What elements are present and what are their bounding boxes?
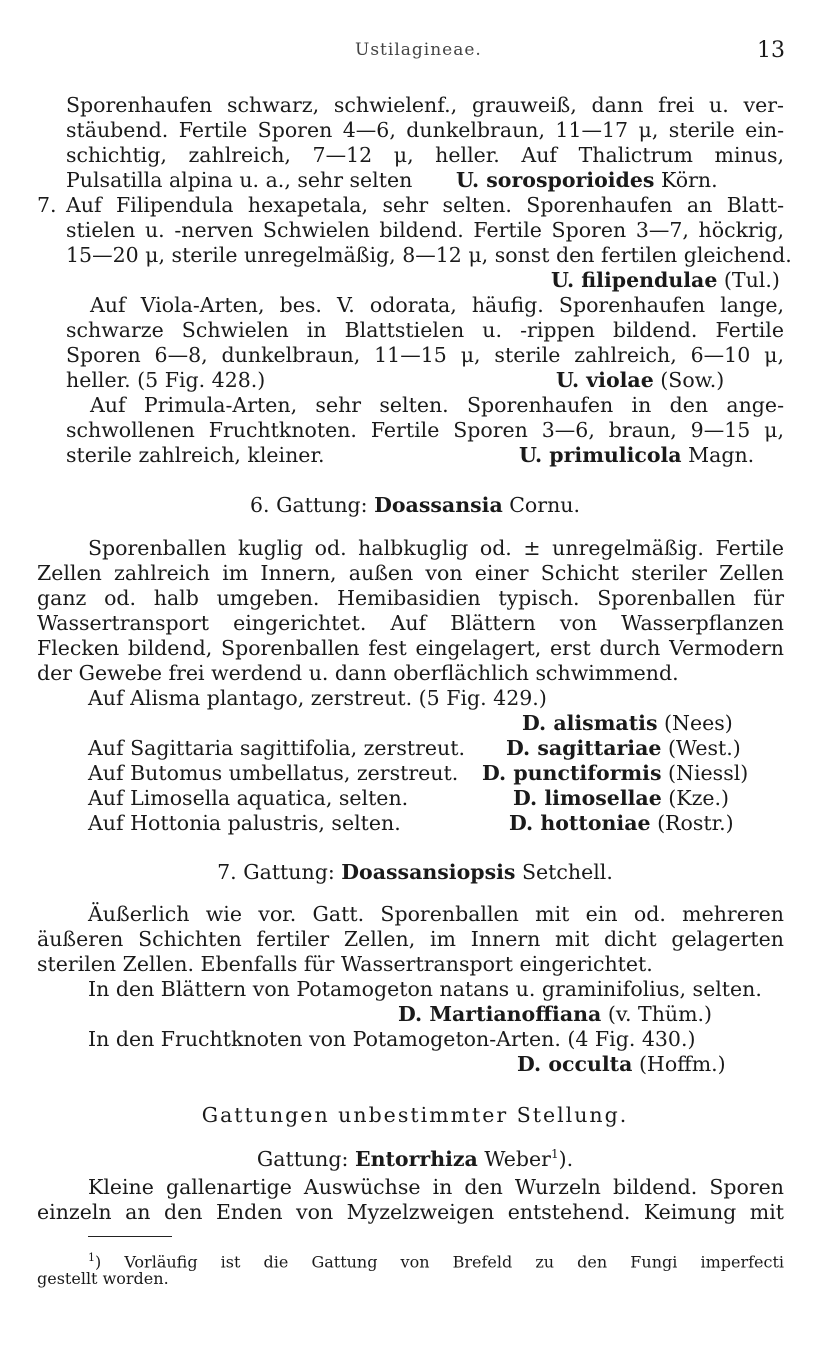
genus-heading — [0, 860, 830, 884]
text-line: stielen u. -nerven Schwielen bildend. Fertile Sporen 3—7, höckrig, — [66, 218, 784, 242]
text-line: schwollenen Fruchtknoten. Fertile Sporen 3—6, braun, 9—15 μ, — [66, 418, 784, 442]
species-author: (West.) — [667, 736, 741, 760]
text-line: 15—20 μ, sterile unregelmäßig, 8—12 μ, sonst den fertilen gleichend. — [66, 243, 792, 267]
species-name: D. alismatis — [522, 711, 658, 735]
genus-heading-end: ). — [558, 1146, 574, 1171]
text-line: Pulsatilla alpina u. a., sehr selten — [66, 168, 413, 192]
species-author: Körn. — [661, 168, 718, 192]
species-author: (Niessl) — [668, 761, 749, 785]
species-line — [517, 1052, 726, 1076]
footnote-rule — [88, 1236, 172, 1237]
species-name: D. hottoniae — [509, 811, 651, 835]
genus-author: Weber — [477, 1146, 551, 1171]
species-line — [551, 268, 780, 292]
species-line — [482, 761, 748, 785]
text-line: Auf Butomus umbellatus, zerstreut. — [88, 761, 459, 785]
text-line: sterile zahlreich, kleiner. — [66, 443, 325, 467]
text-line: Auf Sagittaria sagittifolia, zerstreut. — [88, 736, 465, 760]
species-line — [513, 786, 729, 810]
species-name: U. primulicola — [519, 443, 682, 467]
page-number: 13 — [757, 38, 785, 63]
text-line: schichtig, zahlreich, 7—12 μ, heller. Auf Thalictrum minus, — [66, 143, 784, 167]
species-name: D. limosellae — [513, 786, 662, 810]
text-line: sterilen Zellen. Ebenfalls für Wassertransport eingerichtet. — [37, 952, 653, 976]
genus-prefix: 7. Gattung: — [217, 860, 342, 884]
species-line — [556, 368, 724, 392]
text-line: Äußerlich wie vor. Gatt. Sporenballen mit ein od. mehreren — [88, 902, 784, 926]
text-line: Sporenballen kuglig od. halbkuglig od. ± unregelmäßig. Fertile — [88, 536, 784, 560]
species-name: U. filipendulae — [551, 268, 718, 292]
text-line: ganz od. halb umgeben. Hemibasidien typisch. Sporenballen für — [37, 586, 784, 610]
text-line: Auf Filipendula hexapetala, sehr selten. Sporenhaufen an Blatt- — [66, 193, 784, 217]
species-name: U. violae — [556, 368, 654, 392]
text-line: heller. (5 Fig. 428.) — [66, 368, 266, 392]
species-author: (Sow.) — [660, 368, 725, 392]
genus-prefix: Gattung: — [256, 1146, 355, 1171]
species-line — [456, 168, 718, 192]
genus-name: Doassansiopsis — [341, 860, 516, 884]
text-line: schwarze Schwielen in Blattstielen u. -rippen bildend. Fertile — [66, 318, 784, 342]
text-line: Zellen zahlreich im Innern, außen von einer Schicht steriler Zellen — [37, 561, 784, 585]
species-line — [398, 1002, 712, 1026]
text-line: Auf Viola-Arten, bes. V. odorata, häufig. Sporenhaufen lange, — [90, 293, 784, 317]
species-author: (Nees) — [664, 711, 733, 735]
text-line: Auf Hottonia palustris, selten. — [88, 811, 401, 835]
genus-name: Entorrhiza — [354, 1146, 478, 1171]
genus-author: Cornu. — [502, 493, 580, 517]
text-line: Kleine gallenartige Auswüchse in den Wurzeln bildend. Sporen — [88, 1175, 784, 1199]
species-name: D. sagittariae — [506, 736, 662, 760]
text-line: einzeln an den Enden von Myzelzweigen entstehend. Keimung mit — [37, 1200, 784, 1224]
species-name: D. occulta — [517, 1052, 633, 1076]
text-line: In den Blättern von Potamogeton natans u. graminifolius, selten. — [88, 977, 762, 1001]
text-line: der Gewebe frei werdend u. dann oberflächlich schwimmend. — [37, 661, 679, 685]
species-name: D. punctiformis — [482, 761, 662, 785]
species-author: (Hoffm.) — [638, 1052, 726, 1076]
species-line — [506, 736, 741, 760]
species-author: (Kze.) — [668, 786, 730, 810]
genus-name: Doassansia — [374, 493, 503, 517]
genus-heading — [0, 493, 830, 517]
text-line: Auf Alisma plantago, zerstreut. (5 Fig. 429.) — [88, 686, 547, 710]
species-author: (v. Thüm.) — [607, 1002, 713, 1026]
text-line: äußeren Schichten fertiler Zellen, im Innern mit dicht gelagerten — [37, 927, 784, 951]
text-line: Sporenhaufen schwarz, schwielenf., grauweiß, dann frei u. ver- — [66, 93, 784, 117]
footnote-mark: 1 — [88, 1251, 95, 1264]
item-number: 7. — [37, 193, 57, 217]
text-line: stäubend. Fertile Sporen 4—6, dunkelbraun, 11—17 μ, sterile ein- — [66, 118, 784, 142]
species-line — [522, 711, 733, 735]
genus-heading — [0, 1142, 830, 1171]
species-author: (Tul.) — [723, 268, 780, 292]
genus-prefix: 6. Gattung: — [250, 493, 375, 517]
species-line — [519, 443, 754, 467]
species-name: D. Martianoffiana — [398, 1002, 602, 1026]
footnote-line — [88, 1248, 784, 1272]
species-name: U. sorosporioides — [456, 168, 655, 192]
genus-author: Setchell. — [515, 860, 613, 884]
footnote-marker[interactable]: 1 — [550, 1147, 559, 1161]
footnote-line: gestellt worden. — [37, 1269, 169, 1288]
species-author: Magn. — [688, 443, 755, 467]
text-line: Auf Primula-Arten, sehr selten. Sporenhaufen in den ange- — [90, 393, 784, 417]
text-line: Wassertransport eingerichtet. Auf Blättern von Wasserpflanzen — [37, 611, 784, 635]
text-line: Sporen 6—8, dunkelbraun, 11—15 μ, sterile zahlreich, 6—10 μ, — [66, 343, 784, 367]
text-line: Auf Limosella aquatica, selten. — [88, 786, 409, 810]
text-line: Flecken bildend, Sporenballen fest eingelagert, erst durch Vermodern — [37, 636, 784, 660]
text-line: In den Fruchtknoten von Potamogeton-Arten. (4 Fig. 430.) — [88, 1027, 696, 1051]
section-heading: Gattungen unbestimmter Stellung. — [201, 1103, 629, 1127]
species-line — [509, 811, 734, 835]
species-author: (Rostr.) — [657, 811, 734, 835]
running-title: Ustilagineae. — [355, 40, 482, 60]
footnote-text: ) Vorläufig ist die Gattung von Brefeld zu den Fungi imperfecti — [95, 1252, 784, 1272]
